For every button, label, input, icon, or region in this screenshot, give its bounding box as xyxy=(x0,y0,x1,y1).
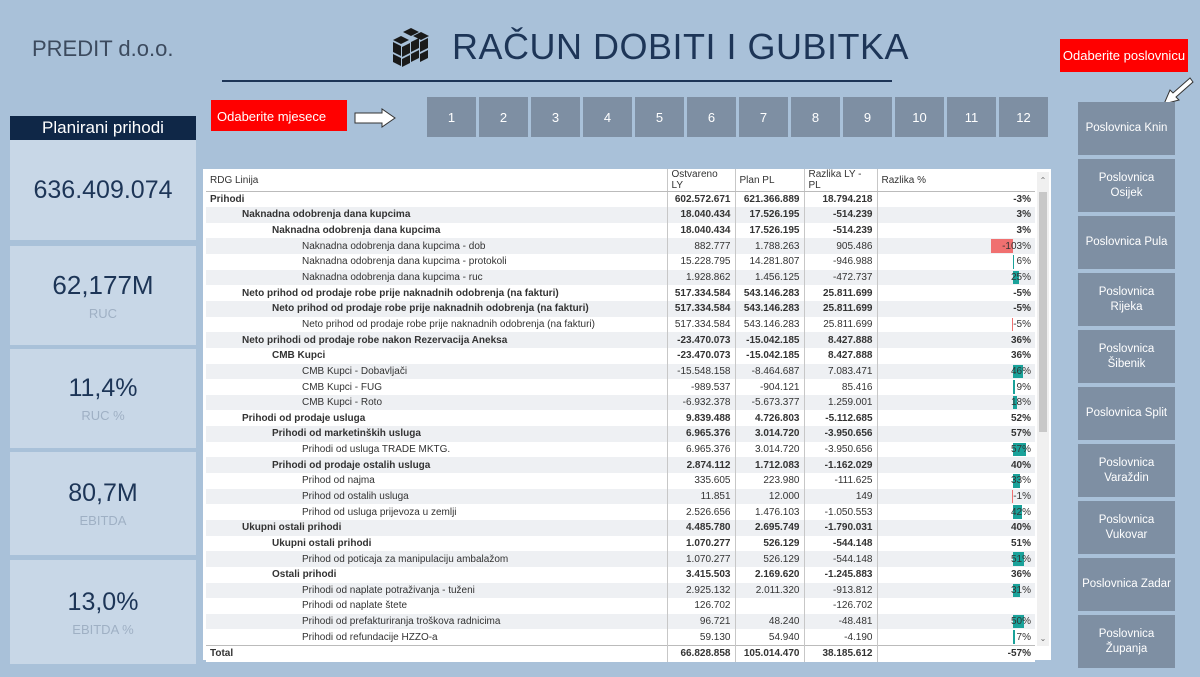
cell-difference: -1.790.031 xyxy=(804,520,877,536)
row-label: Neto prihod od prodaje robe prije naknadnih odobrenja (na fakturi) xyxy=(206,301,667,317)
cell-plan-pl: 1.476.103 xyxy=(735,504,804,520)
cell-difference-percent xyxy=(877,410,1035,426)
branch-button-split[interactable]: Poslovnica Split xyxy=(1078,387,1175,440)
kpi-value: 13,0% xyxy=(67,587,139,616)
cell-difference-percent xyxy=(877,457,1035,473)
arrow-right-icon xyxy=(354,108,396,128)
cell-plan-pl: 526.129 xyxy=(735,551,804,567)
cell-difference: 1.259.001 xyxy=(804,395,877,411)
cell-difference-percent xyxy=(877,332,1035,348)
pnl-table xyxy=(206,169,1035,662)
percent-text: 51% xyxy=(1010,553,1031,565)
cell-plan-pl: 105.014.470 xyxy=(735,645,804,662)
row-label: Ostali prihodi xyxy=(272,569,337,581)
kpi-label: EBITDA xyxy=(79,513,127,528)
cell-actual-ly: 1.070.277 xyxy=(667,551,735,567)
data-bar xyxy=(1013,630,1015,643)
row-label: Prihodi od refundacije HZZO-a xyxy=(302,631,438,643)
cell-plan-pl: -5.673.377 xyxy=(735,395,804,411)
table-body xyxy=(206,192,1035,646)
cell-difference: 18.794.218 xyxy=(804,192,877,208)
table-row[interactable] xyxy=(206,567,1035,583)
percent-text: 51% xyxy=(1010,537,1031,549)
select-branch-label: Odaberite poslovnicu xyxy=(1060,39,1188,72)
cell-plan-pl xyxy=(735,598,804,614)
row-label: Total xyxy=(206,645,667,662)
table-row[interactable] xyxy=(206,504,1035,520)
cell-difference-percent xyxy=(877,629,1035,645)
table-row[interactable] xyxy=(206,598,1035,614)
cell-actual-ly: 517.334.584 xyxy=(667,317,735,333)
percent-text: -3% xyxy=(1013,194,1031,206)
cell-difference: -3.950.656 xyxy=(804,426,877,442)
percent-text: 33% xyxy=(1010,475,1031,487)
cell-difference-percent xyxy=(877,270,1035,286)
scroll-thumb[interactable] xyxy=(1039,192,1047,432)
percent-text: 9% xyxy=(1016,381,1031,393)
kpi-planned-revenue xyxy=(10,140,196,240)
table-row[interactable] xyxy=(206,254,1035,270)
cell-difference-percent xyxy=(877,364,1035,380)
percent-text: 40% xyxy=(1010,459,1031,471)
percent-text: -5% xyxy=(1013,287,1031,299)
percent-text: 6% xyxy=(1016,256,1031,268)
scroll-up-icon[interactable]: ⌃ xyxy=(1039,175,1047,185)
cell-difference: -544.148 xyxy=(804,536,877,552)
cell-actual-ly: 882.777 xyxy=(667,238,735,254)
cell-plan-pl: 17.526.195 xyxy=(735,223,804,239)
cell-difference-percent xyxy=(877,567,1035,583)
table-row[interactable] xyxy=(206,426,1035,442)
select-months-label: Odaberite mjesece xyxy=(211,100,347,131)
cell-actual-ly: 6.965.376 xyxy=(667,442,735,458)
cell-difference: 38.185.612 xyxy=(804,645,877,662)
table-row[interactable] xyxy=(206,410,1035,426)
cell-plan-pl: 4.726.803 xyxy=(735,410,804,426)
kpi-value: 80,7M xyxy=(68,479,138,507)
row-label: Prihodi od usluga TRADE MKTG. xyxy=(302,444,451,456)
table-row[interactable] xyxy=(206,238,1035,254)
cell-difference: -544.148 xyxy=(804,551,877,567)
cell-plan-pl: 621.366.889 xyxy=(735,192,804,208)
row-label: Ukupni ostali prihodi xyxy=(206,520,667,536)
cell-difference: -514.239 xyxy=(804,223,877,239)
data-bar xyxy=(1013,380,1015,394)
cell-plan-pl: 543.146.283 xyxy=(735,301,804,317)
cell-difference-percent xyxy=(877,442,1035,458)
row-label: Naknadna odobrenja dana kupcima - ruc xyxy=(206,270,667,286)
branch-button-sibenik[interactable]: Poslovnica Šibenik xyxy=(1078,330,1175,383)
table-row[interactable] xyxy=(206,551,1035,567)
cell-actual-ly: -23.470.073 xyxy=(667,332,735,348)
cell-plan-pl: -8.464.687 xyxy=(735,364,804,380)
cell-actual-ly: 96.721 xyxy=(667,614,735,630)
cell-difference: -913.812 xyxy=(804,583,877,599)
table-row[interactable] xyxy=(206,442,1035,458)
percent-text: 7% xyxy=(1016,631,1031,643)
column-header[interactable]: Razlika % xyxy=(877,169,1035,192)
month-button-7[interactable]: 7 xyxy=(739,97,788,137)
cell-difference-percent xyxy=(877,317,1035,333)
cell-difference-percent: -57% xyxy=(877,645,1035,662)
cell-difference: -111.625 xyxy=(804,473,877,489)
percent-text: 36% xyxy=(1010,350,1031,362)
cell-actual-ly: 59.130 xyxy=(667,629,735,645)
cell-difference: -946.988 xyxy=(804,254,877,270)
month-button-9[interactable]: 9 xyxy=(843,97,892,137)
cell-difference-percent xyxy=(877,285,1035,301)
month-button-5[interactable]: 5 xyxy=(635,97,684,137)
row-label: CMB Kupci - Dobavljači xyxy=(206,364,667,380)
cell-plan-pl: -15.042.185 xyxy=(735,348,804,364)
branch-button-zadar[interactable]: Poslovnica Zadar xyxy=(1078,558,1175,611)
percent-text: 40% xyxy=(1010,522,1031,534)
branch-button-knin[interactable]: Poslovnica Knin xyxy=(1078,102,1175,155)
cell-actual-ly: 517.334.584 xyxy=(667,301,735,317)
cell-difference: -514.239 xyxy=(804,207,877,223)
percent-text: -5% xyxy=(1013,303,1031,315)
cell-difference: -472.737 xyxy=(804,270,877,286)
table-header-row xyxy=(206,169,1035,192)
kpi-label: RUC % xyxy=(81,408,125,423)
cell-plan-pl: 12.000 xyxy=(735,489,804,505)
percent-text: -103% xyxy=(1002,240,1031,252)
cell-actual-ly: 4.485.780 xyxy=(667,520,735,536)
scroll-down-icon[interactable]: ⌄ xyxy=(1039,633,1047,643)
table-row[interactable] xyxy=(206,364,1035,380)
table-row[interactable] xyxy=(206,473,1035,489)
kpi-label: RUC xyxy=(88,306,118,321)
percent-text: 36% xyxy=(1010,569,1031,581)
cell-plan-pl: 14.281.807 xyxy=(735,254,804,270)
month-button-10[interactable]: 10 xyxy=(895,97,944,137)
branch-button-zupanja[interactable]: Poslovnica Županja xyxy=(1078,615,1175,668)
row-label: Naknadna odobrenja dana kupcima xyxy=(272,225,441,237)
table-row[interactable] xyxy=(206,270,1035,286)
kpi-ruc-percent xyxy=(10,349,196,448)
cell-plan-pl: 1.456.125 xyxy=(735,270,804,286)
cell-difference-percent xyxy=(877,536,1035,552)
cell-actual-ly: 335.605 xyxy=(667,473,735,489)
row-label: Naknadna odobrenja dana kupcima xyxy=(206,207,667,223)
kpi-value: 62,177M xyxy=(52,270,154,300)
column-header[interactable]: Razlika LY - PL xyxy=(804,169,877,192)
month-button-3[interactable]: 3 xyxy=(531,97,580,137)
row-label: CMB Kupci - FUG xyxy=(302,381,383,393)
cell-actual-ly: 9.839.488 xyxy=(667,410,735,426)
row-label: Prihodi od naplate potraživanja - tuženi xyxy=(206,583,667,599)
planned-revenue-header: Planirani prihodi xyxy=(10,116,196,140)
percent-text: 18% xyxy=(1010,397,1031,409)
cell-plan-pl: 48.240 xyxy=(735,614,804,630)
percent-text: -1% xyxy=(1013,490,1031,502)
table-scrollbar[interactable] xyxy=(1037,172,1049,646)
cell-plan-pl: 2.011.320 xyxy=(735,583,804,599)
company-name: PREDIT d.o.o. xyxy=(32,36,174,61)
cell-difference: -5.112.685 xyxy=(804,410,877,426)
cell-difference-percent xyxy=(877,598,1035,614)
branch-button-pula[interactable]: Poslovnica Pula xyxy=(1078,216,1175,269)
percent-text: 3% xyxy=(1016,209,1031,221)
row-label: Neto prihodi od prodaje robe nakon Rezervacija Aneksa xyxy=(206,332,667,348)
cell-difference: 8.427.888 xyxy=(804,332,877,348)
table-row[interactable] xyxy=(206,317,1035,333)
cell-difference-percent xyxy=(877,301,1035,317)
table-total-row xyxy=(206,645,1035,662)
column-header[interactable]: RDG Linija xyxy=(206,169,667,192)
table-row[interactable] xyxy=(206,379,1035,395)
table-row[interactable] xyxy=(206,348,1035,364)
percent-text: 42% xyxy=(1010,506,1031,518)
cell-actual-ly: -15.548.158 xyxy=(667,364,735,380)
cell-difference: -4.190 xyxy=(804,629,877,645)
branch-button-osijek[interactable]: Poslovnica Osijek xyxy=(1078,159,1175,212)
cell-difference: 25.811.699 xyxy=(804,285,877,301)
cell-plan-pl: 526.129 xyxy=(735,536,804,552)
cell-actual-ly: 126.702 xyxy=(667,598,735,614)
cell-difference-percent xyxy=(877,520,1035,536)
kpi-label: EBITDA % xyxy=(72,621,134,637)
row-label: Prihod od ostalih usluga xyxy=(206,489,667,505)
row-label: Neto prihod od prodaje robe prije naknadnih odobrenja (na fakturi) xyxy=(242,287,559,299)
cell-actual-ly: 6.965.376 xyxy=(667,426,735,442)
cell-difference-percent xyxy=(877,551,1035,567)
cell-difference-percent xyxy=(877,395,1035,411)
table-row[interactable] xyxy=(206,395,1035,411)
cell-plan-pl: 1.712.083 xyxy=(735,457,804,473)
cell-difference-percent xyxy=(877,473,1035,489)
percent-text: 50% xyxy=(1010,616,1031,628)
cell-actual-ly: 2.526.656 xyxy=(667,504,735,520)
cell-plan-pl: 1.788.263 xyxy=(735,238,804,254)
row-label: CMB Kupci - Roto xyxy=(206,395,667,411)
row-label: Ukupni ostali prihodi xyxy=(272,537,372,549)
percent-text: 57% xyxy=(1010,444,1031,456)
cell-plan-pl: 17.526.195 xyxy=(735,207,804,223)
row-label: Prihodi xyxy=(210,194,245,206)
percent-text: -5% xyxy=(1013,318,1031,330)
cell-plan-pl: 54.940 xyxy=(735,629,804,645)
cell-plan-pl: 223.980 xyxy=(735,473,804,489)
branch-button-vukovar[interactable]: Poslovnica Vukovar xyxy=(1078,501,1175,554)
row-label: Prihod od poticaja za manipulaciju ambalažom xyxy=(206,551,667,567)
cell-actual-ly: 2.925.132 xyxy=(667,583,735,599)
row-label: Prihodi od prodaje usluga xyxy=(242,412,366,424)
cell-difference: -1.050.553 xyxy=(804,504,877,520)
cell-plan-pl: 3.014.720 xyxy=(735,426,804,442)
column-header[interactable]: Ostvareno LY xyxy=(667,169,735,192)
cell-difference: -126.702 xyxy=(804,598,877,614)
cube-logo-icon xyxy=(389,26,433,70)
cell-plan-pl: 2.695.749 xyxy=(735,520,804,536)
month-button-1[interactable]: 1 xyxy=(427,97,476,137)
cell-plan-pl: -15.042.185 xyxy=(735,332,804,348)
pnl-matrix xyxy=(203,169,1051,660)
table-row[interactable] xyxy=(206,301,1035,317)
cell-actual-ly: 517.334.584 xyxy=(667,285,735,301)
cell-difference: -1.162.029 xyxy=(804,457,877,473)
table-row[interactable] xyxy=(206,457,1035,473)
cell-difference-percent xyxy=(877,238,1035,254)
percent-text: 57% xyxy=(1010,428,1031,440)
row-label: Prihodi od marketinških usluga xyxy=(206,426,667,442)
row-label: Prihod od najma xyxy=(302,475,375,487)
table-row[interactable] xyxy=(206,285,1035,301)
cell-plan-pl: -904.121 xyxy=(735,379,804,395)
row-label: Prihodi od prodaje ostalih usluga xyxy=(206,457,667,473)
kpi-ebitda-percent xyxy=(10,560,196,664)
table-row[interactable] xyxy=(206,629,1035,645)
cell-difference: 149 xyxy=(804,489,877,505)
table-row[interactable] xyxy=(206,614,1035,630)
cell-difference-percent xyxy=(877,583,1035,599)
cell-plan-pl: 3.014.720 xyxy=(735,442,804,458)
row-label: CMB Kupci xyxy=(272,350,326,362)
month-button-2[interactable]: 2 xyxy=(479,97,528,137)
kpi-value: 636.409.074 xyxy=(33,175,173,204)
cell-difference: 8.427.888 xyxy=(804,348,877,364)
month-button-8[interactable]: 8 xyxy=(791,97,840,137)
cell-difference-percent xyxy=(877,504,1035,520)
cell-difference: 85.416 xyxy=(804,379,877,395)
row-label: Neto prihod od prodaje robe prije naknadnih odobrenja (na fakturi) xyxy=(302,318,595,330)
table-row[interactable] xyxy=(206,583,1035,599)
row-label: Prihod od usluga prijevoza u zemlji xyxy=(302,506,457,518)
cell-difference: 25.811.699 xyxy=(804,301,877,317)
branch-button-varazdin[interactable]: Poslovnica Varaždin xyxy=(1078,444,1175,497)
cell-difference: -3.950.656 xyxy=(804,442,877,458)
percent-text: 3% xyxy=(1016,225,1031,237)
branch-button-rijeka[interactable]: Poslovnica Rijeka xyxy=(1078,273,1175,326)
row-label: Naknadna odobrenja dana kupcima - protokoli xyxy=(302,256,507,268)
percent-text: 36% xyxy=(1010,334,1031,346)
cell-difference: -1.245.883 xyxy=(804,567,877,583)
cell-difference: 25.811.699 xyxy=(804,317,877,333)
month-slicer xyxy=(427,97,1048,137)
percent-text: 46% xyxy=(1010,365,1031,377)
column-header[interactable]: Plan PL xyxy=(735,169,804,192)
cell-actual-ly: -6.932.378 xyxy=(667,395,735,411)
month-button-12[interactable]: 12 xyxy=(999,97,1048,137)
percent-text: 25% xyxy=(1010,272,1031,284)
cell-actual-ly: 18.040.434 xyxy=(667,207,735,223)
cell-actual-ly: -989.537 xyxy=(667,379,735,395)
kpi-value: 11,4% xyxy=(68,374,138,402)
cell-actual-ly: -23.470.073 xyxy=(667,348,735,364)
table-row[interactable] xyxy=(206,520,1035,536)
cell-difference-percent xyxy=(877,348,1035,364)
cell-difference-percent xyxy=(877,426,1035,442)
cell-plan-pl: 543.146.283 xyxy=(735,285,804,301)
table-row[interactable] xyxy=(206,489,1035,505)
cell-difference-percent xyxy=(877,614,1035,630)
month-button-4[interactable]: 4 xyxy=(583,97,632,137)
percent-text: 52% xyxy=(1010,412,1031,424)
title-divider xyxy=(222,80,892,82)
table-row[interactable] xyxy=(206,207,1035,223)
cell-plan-pl: 2.169.620 xyxy=(735,567,804,583)
cell-difference-percent xyxy=(877,223,1035,239)
cell-difference-percent xyxy=(877,207,1035,223)
cell-difference: -48.481 xyxy=(804,614,877,630)
table-row[interactable] xyxy=(206,332,1035,348)
cell-actual-ly: 1.070.277 xyxy=(667,536,735,552)
cell-difference-percent xyxy=(877,192,1035,208)
row-label: Prihodi od naplate štete xyxy=(302,600,408,612)
cell-difference-percent xyxy=(877,379,1035,395)
month-button-11[interactable]: 11 xyxy=(947,97,996,137)
kpi-ebitda xyxy=(10,452,196,555)
month-button-6[interactable]: 6 xyxy=(687,97,736,137)
page-title: RAČUN DOBITI I GUBITKA xyxy=(452,26,910,67)
table-row[interactable] xyxy=(206,223,1035,239)
cell-difference: 7.083.471 xyxy=(804,364,877,380)
row-label: Naknadna odobrenja dana kupcima - dob xyxy=(206,238,667,254)
kpi-ruc xyxy=(10,246,196,345)
data-bar xyxy=(1013,255,1014,269)
cell-actual-ly: 66.828.858 xyxy=(667,645,735,662)
cell-actual-ly: 2.874.112 xyxy=(667,457,735,473)
cell-difference-percent xyxy=(877,489,1035,505)
table-row[interactable] xyxy=(206,536,1035,552)
cell-actual-ly: 11.851 xyxy=(667,489,735,505)
cell-actual-ly: 18.040.434 xyxy=(667,223,735,239)
cell-plan-pl: 543.146.283 xyxy=(735,317,804,333)
row-label: Prihodi od prefakturiranja troškova radnicima xyxy=(206,614,667,630)
cell-difference-percent xyxy=(877,254,1035,270)
cell-actual-ly: 15.228.795 xyxy=(667,254,735,270)
table-row[interactable] xyxy=(206,192,1035,208)
cell-actual-ly: 3.415.503 xyxy=(667,567,735,583)
percent-text: 31% xyxy=(1010,584,1031,596)
cell-actual-ly: 1.928.862 xyxy=(667,270,735,286)
cell-difference: 905.486 xyxy=(804,238,877,254)
cell-actual-ly: 602.572.671 xyxy=(667,192,735,208)
